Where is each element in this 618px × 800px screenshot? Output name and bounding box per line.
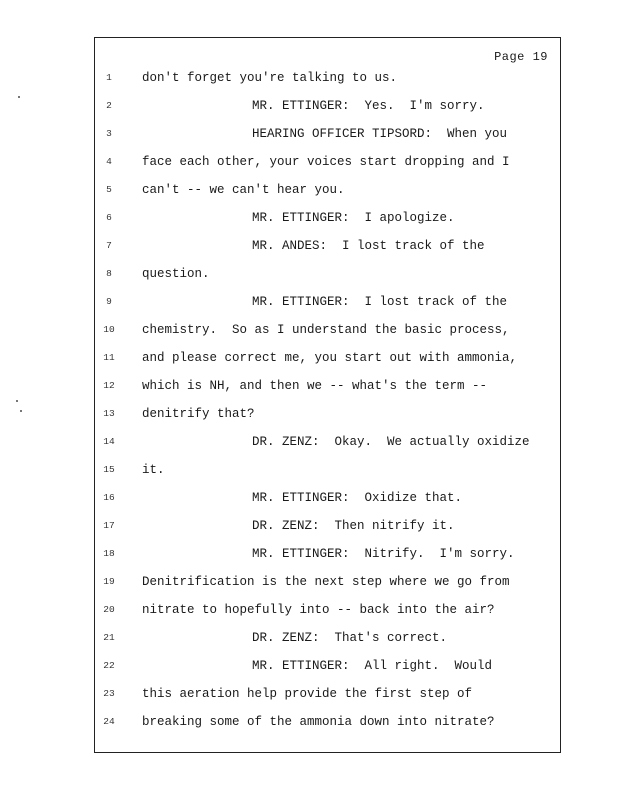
line-number: 15 bbox=[103, 464, 115, 475]
transcript-line bbox=[0, 123, 618, 145]
line-text: don't forget you're talking to us. bbox=[142, 71, 398, 85]
line-number: 14 bbox=[103, 436, 115, 447]
line-number: 23 bbox=[103, 688, 115, 699]
line-number: 4 bbox=[106, 156, 112, 167]
line-text: MR. ETTINGER: Oxidize that. bbox=[252, 491, 463, 505]
line-text: MR. ETTINGER: I apologize. bbox=[252, 211, 455, 225]
line-number: 18 bbox=[103, 548, 115, 559]
page-number: Page 19 bbox=[494, 50, 548, 64]
line-text: nitrate to hopefully into -- back into the air? bbox=[142, 603, 495, 617]
line-text: MR. ETTINGER: All right. Would bbox=[252, 659, 493, 673]
line-number: 12 bbox=[103, 380, 115, 391]
transcript-line bbox=[0, 683, 618, 705]
line-number: 22 bbox=[103, 660, 115, 671]
line-text: Denitrification is the next step where we go from bbox=[142, 575, 510, 589]
transcript-line bbox=[0, 375, 618, 397]
line-text: this aeration help provide the first step of bbox=[142, 687, 473, 701]
line-text: can't -- we can't hear you. bbox=[142, 183, 345, 197]
line-number: 19 bbox=[103, 576, 115, 587]
line-number: 16 bbox=[103, 492, 115, 503]
line-text: MR. ETTINGER: I lost track of the bbox=[252, 295, 508, 309]
transcript-line bbox=[0, 599, 618, 621]
line-text: chemistry. So as I understand the basic process, bbox=[142, 323, 510, 337]
transcript-line bbox=[0, 515, 618, 537]
line-text: DR. ZENZ: That's correct. bbox=[252, 631, 448, 645]
line-number: 7 bbox=[106, 240, 112, 251]
line-number: 6 bbox=[106, 212, 112, 223]
line-number: 5 bbox=[106, 184, 112, 195]
line-text: DR. ZENZ: Then nitrify it. bbox=[252, 519, 455, 533]
line-text: MR. ETTINGER: Nitrify. I'm sorry. bbox=[252, 547, 515, 561]
transcript-line bbox=[0, 627, 618, 649]
transcript-line bbox=[0, 95, 618, 117]
line-number: 13 bbox=[103, 408, 115, 419]
line-number: 3 bbox=[106, 128, 112, 139]
line-text: breaking some of the ammonia down into nitrate? bbox=[142, 715, 495, 729]
line-number: 21 bbox=[103, 632, 115, 643]
transcript-line bbox=[0, 711, 618, 733]
line-number: 2 bbox=[106, 100, 112, 111]
line-text: it. bbox=[142, 463, 165, 477]
transcript-line bbox=[0, 431, 618, 453]
transcript-line bbox=[0, 207, 618, 229]
line-text: face each other, your voices start dropping and I bbox=[142, 155, 510, 169]
line-number: 9 bbox=[106, 296, 112, 307]
transcript-line bbox=[0, 459, 618, 481]
transcript-line bbox=[0, 67, 618, 89]
line-text: MR. ETTINGER: Yes. I'm sorry. bbox=[252, 99, 485, 113]
line-number: 20 bbox=[103, 604, 115, 615]
line-number: 8 bbox=[106, 268, 112, 279]
line-number: 11 bbox=[103, 352, 115, 363]
transcript-line bbox=[0, 571, 618, 593]
scan-speck bbox=[20, 410, 22, 412]
line-number: 24 bbox=[103, 716, 115, 727]
line-text: HEARING OFFICER TIPSORD: When you bbox=[252, 127, 508, 141]
line-number: 1 bbox=[106, 72, 112, 83]
transcript-line bbox=[0, 179, 618, 201]
scan-speck bbox=[16, 400, 18, 402]
line-text: MR. ANDES: I lost track of the bbox=[252, 239, 485, 253]
line-text: and please correct me, you start out with ammonia, bbox=[142, 351, 518, 365]
line-text: which is NH, and then we -- what's the term -- bbox=[142, 379, 488, 393]
transcript-line bbox=[0, 263, 618, 285]
transcript-line bbox=[0, 487, 618, 509]
line-text: question. bbox=[142, 267, 210, 281]
line-text: denitrify that? bbox=[142, 407, 255, 421]
scan-speck bbox=[18, 96, 20, 98]
transcript-line bbox=[0, 655, 618, 677]
transcript-line bbox=[0, 235, 618, 257]
transcript-line bbox=[0, 319, 618, 341]
line-number: 17 bbox=[103, 520, 115, 531]
transcript-line bbox=[0, 543, 618, 565]
line-number: 10 bbox=[103, 324, 115, 335]
line-text: DR. ZENZ: Okay. We actually oxidize bbox=[252, 435, 530, 449]
transcript-line bbox=[0, 291, 618, 313]
transcript-line bbox=[0, 403, 618, 425]
transcript-line bbox=[0, 151, 618, 173]
transcript-line bbox=[0, 347, 618, 369]
